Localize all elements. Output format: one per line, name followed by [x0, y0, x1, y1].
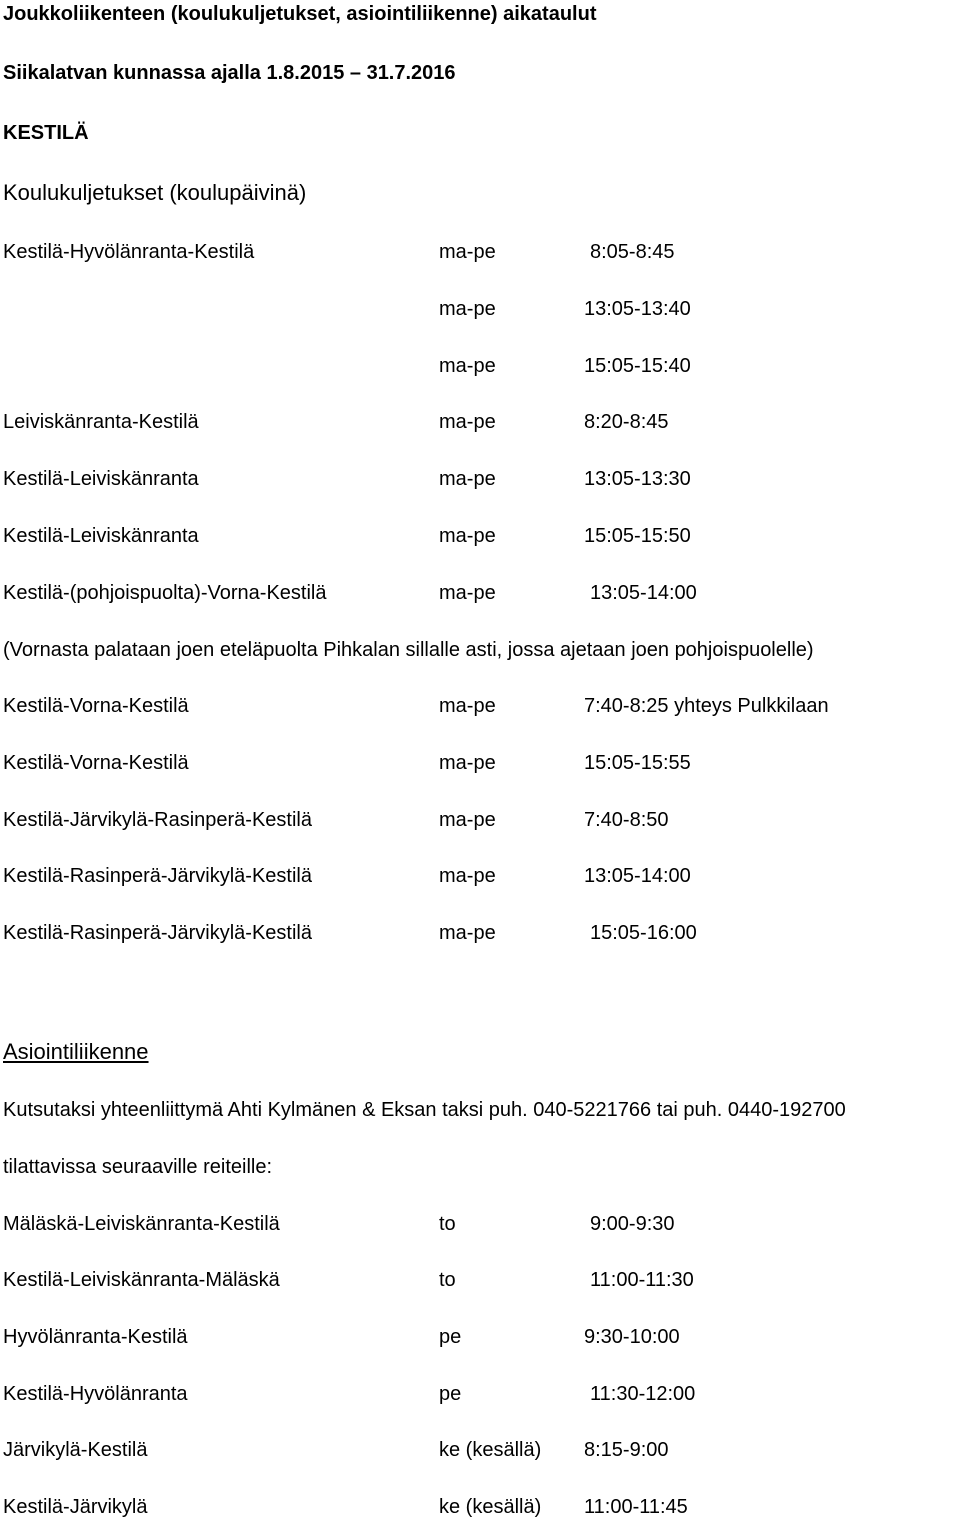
route-time: 15:05-16:00 [590, 922, 697, 944]
route-days: ma-pe [439, 525, 496, 547]
route-time: 9:00-9:30 [590, 1213, 675, 1235]
route-time: 8:20-8:45 [584, 411, 669, 433]
route-time: 7:40-8:25 yhteys Pulkkilaan [584, 695, 829, 717]
route-time: 11:30-12:00 [590, 1383, 696, 1405]
route-time: 15:05-15:55 [584, 752, 691, 774]
school-transport-heading: Koulukuljetukset (koulupäivinä) [3, 180, 307, 205]
table-row [0, 1381, 960, 1407]
route-time: 13:05-14:00 [590, 582, 697, 604]
table-row [0, 466, 960, 492]
service-heading: Asiointiliikenne [3, 1039, 149, 1064]
table-row [0, 693, 960, 719]
table-row [0, 1437, 960, 1463]
route-note: (Vornasta palataan joen eteläpuolta Pihkalan sillalle asti, jossa ajetaan joen pohjoispuolelle) [3, 639, 814, 661]
route-days: ma-pe [439, 809, 496, 831]
route-days: pe [439, 1326, 462, 1348]
route-name: Kestilä-Vorna-Kestilä [3, 695, 189, 717]
area-heading: KESTILÄ [3, 122, 89, 144]
route-days: ma-pe [439, 752, 496, 774]
table-row [0, 807, 960, 833]
route-name: Kestilä-Leiviskänranta [3, 468, 199, 490]
table-row [0, 296, 960, 322]
table-row [0, 523, 960, 549]
route-name: Kestilä-Rasinperä-Järvikylä-Kestilä [3, 865, 312, 887]
table-row [0, 863, 960, 889]
route-days: ma-pe [439, 922, 496, 944]
table-row [0, 353, 960, 379]
route-days: pe [439, 1383, 462, 1405]
route-time: 15:05-15:40 [584, 355, 691, 377]
route-name: Kestilä-Rasinperä-Järvikylä-Kestilä [3, 922, 312, 944]
service-info-routes: tilattavissa seuraaville reiteille: [3, 1156, 273, 1178]
document-title: Joukkoliikenteen (koulukuljetukset, asiointiliikenne) aikataulut [3, 3, 597, 25]
route-name: Mäläskä-Leiviskänranta-Kestilä [3, 1213, 280, 1235]
route-days: ma-pe [439, 582, 496, 604]
table-row [0, 1324, 960, 1350]
route-days: to [439, 1269, 456, 1291]
route-days: ma-pe [439, 468, 496, 490]
route-days: ma-pe [439, 695, 496, 717]
route-days: ke (kesällä) [439, 1439, 542, 1461]
route-days: ma-pe [439, 355, 496, 377]
route-name: Kestilä-Järvikylä-Rasinperä-Kestilä [3, 809, 312, 831]
route-time: 13:05-13:30 [584, 468, 691, 490]
route-time: 7:40-8:50 [584, 809, 669, 831]
table-row [0, 409, 960, 435]
table-row [0, 1211, 960, 1237]
route-name: Leiviskänranta-Kestilä [3, 411, 199, 433]
route-name: Kestilä-Leiviskänranta [3, 525, 199, 547]
table-row [0, 239, 960, 265]
route-name: Kestilä-Järvikylä [3, 1496, 148, 1518]
route-days: ke (kesällä) [439, 1496, 542, 1518]
table-row [0, 580, 960, 606]
route-name: Järvikylä-Kestilä [3, 1439, 148, 1461]
route-name: Kestilä-Hyvölänranta [3, 1383, 188, 1405]
route-time: 8:05-8:45 [590, 241, 675, 263]
route-days: ma-pe [439, 865, 496, 887]
route-name: Kestilä-Vorna-Kestilä [3, 752, 189, 774]
document-subtitle: Siikalatvan kunnassa ajalla 1.8.2015 – 31.7.2016 [3, 62, 456, 84]
route-time: 9:30-10:00 [584, 1326, 680, 1348]
route-time: 13:05-13:40 [584, 298, 691, 320]
route-time: 8:15-9:00 [584, 1439, 669, 1461]
route-name: Kestilä-(pohjoispuolta)-Vorna-Kestilä [3, 582, 327, 604]
route-name: Hyvölänranta-Kestilä [3, 1326, 188, 1348]
table-row [0, 750, 960, 776]
route-name: Kestilä-Leiviskänranta-Mäläskä [3, 1269, 280, 1291]
route-time: 13:05-14:00 [584, 865, 691, 887]
table-row [0, 1494, 960, 1520]
route-name: Kestilä-Hyvölänranta-Kestilä [3, 241, 255, 263]
route-days: ma-pe [439, 411, 496, 433]
service-info: Kutsutaksi yhteenliittymä Ahti Kylmänen & Eksan taksi puh. 040-5221766 tai puh. 0440-192700 [3, 1099, 846, 1121]
route-days: to [439, 1213, 456, 1235]
route-days: ma-pe [439, 298, 496, 320]
route-time: 11:00-11:30 [590, 1269, 694, 1291]
table-row [0, 920, 960, 946]
route-time: 15:05-15:50 [584, 525, 691, 547]
route-time: 11:00-11:45 [584, 1496, 688, 1518]
route-days: ma-pe [439, 241, 496, 263]
table-row [0, 1267, 960, 1293]
